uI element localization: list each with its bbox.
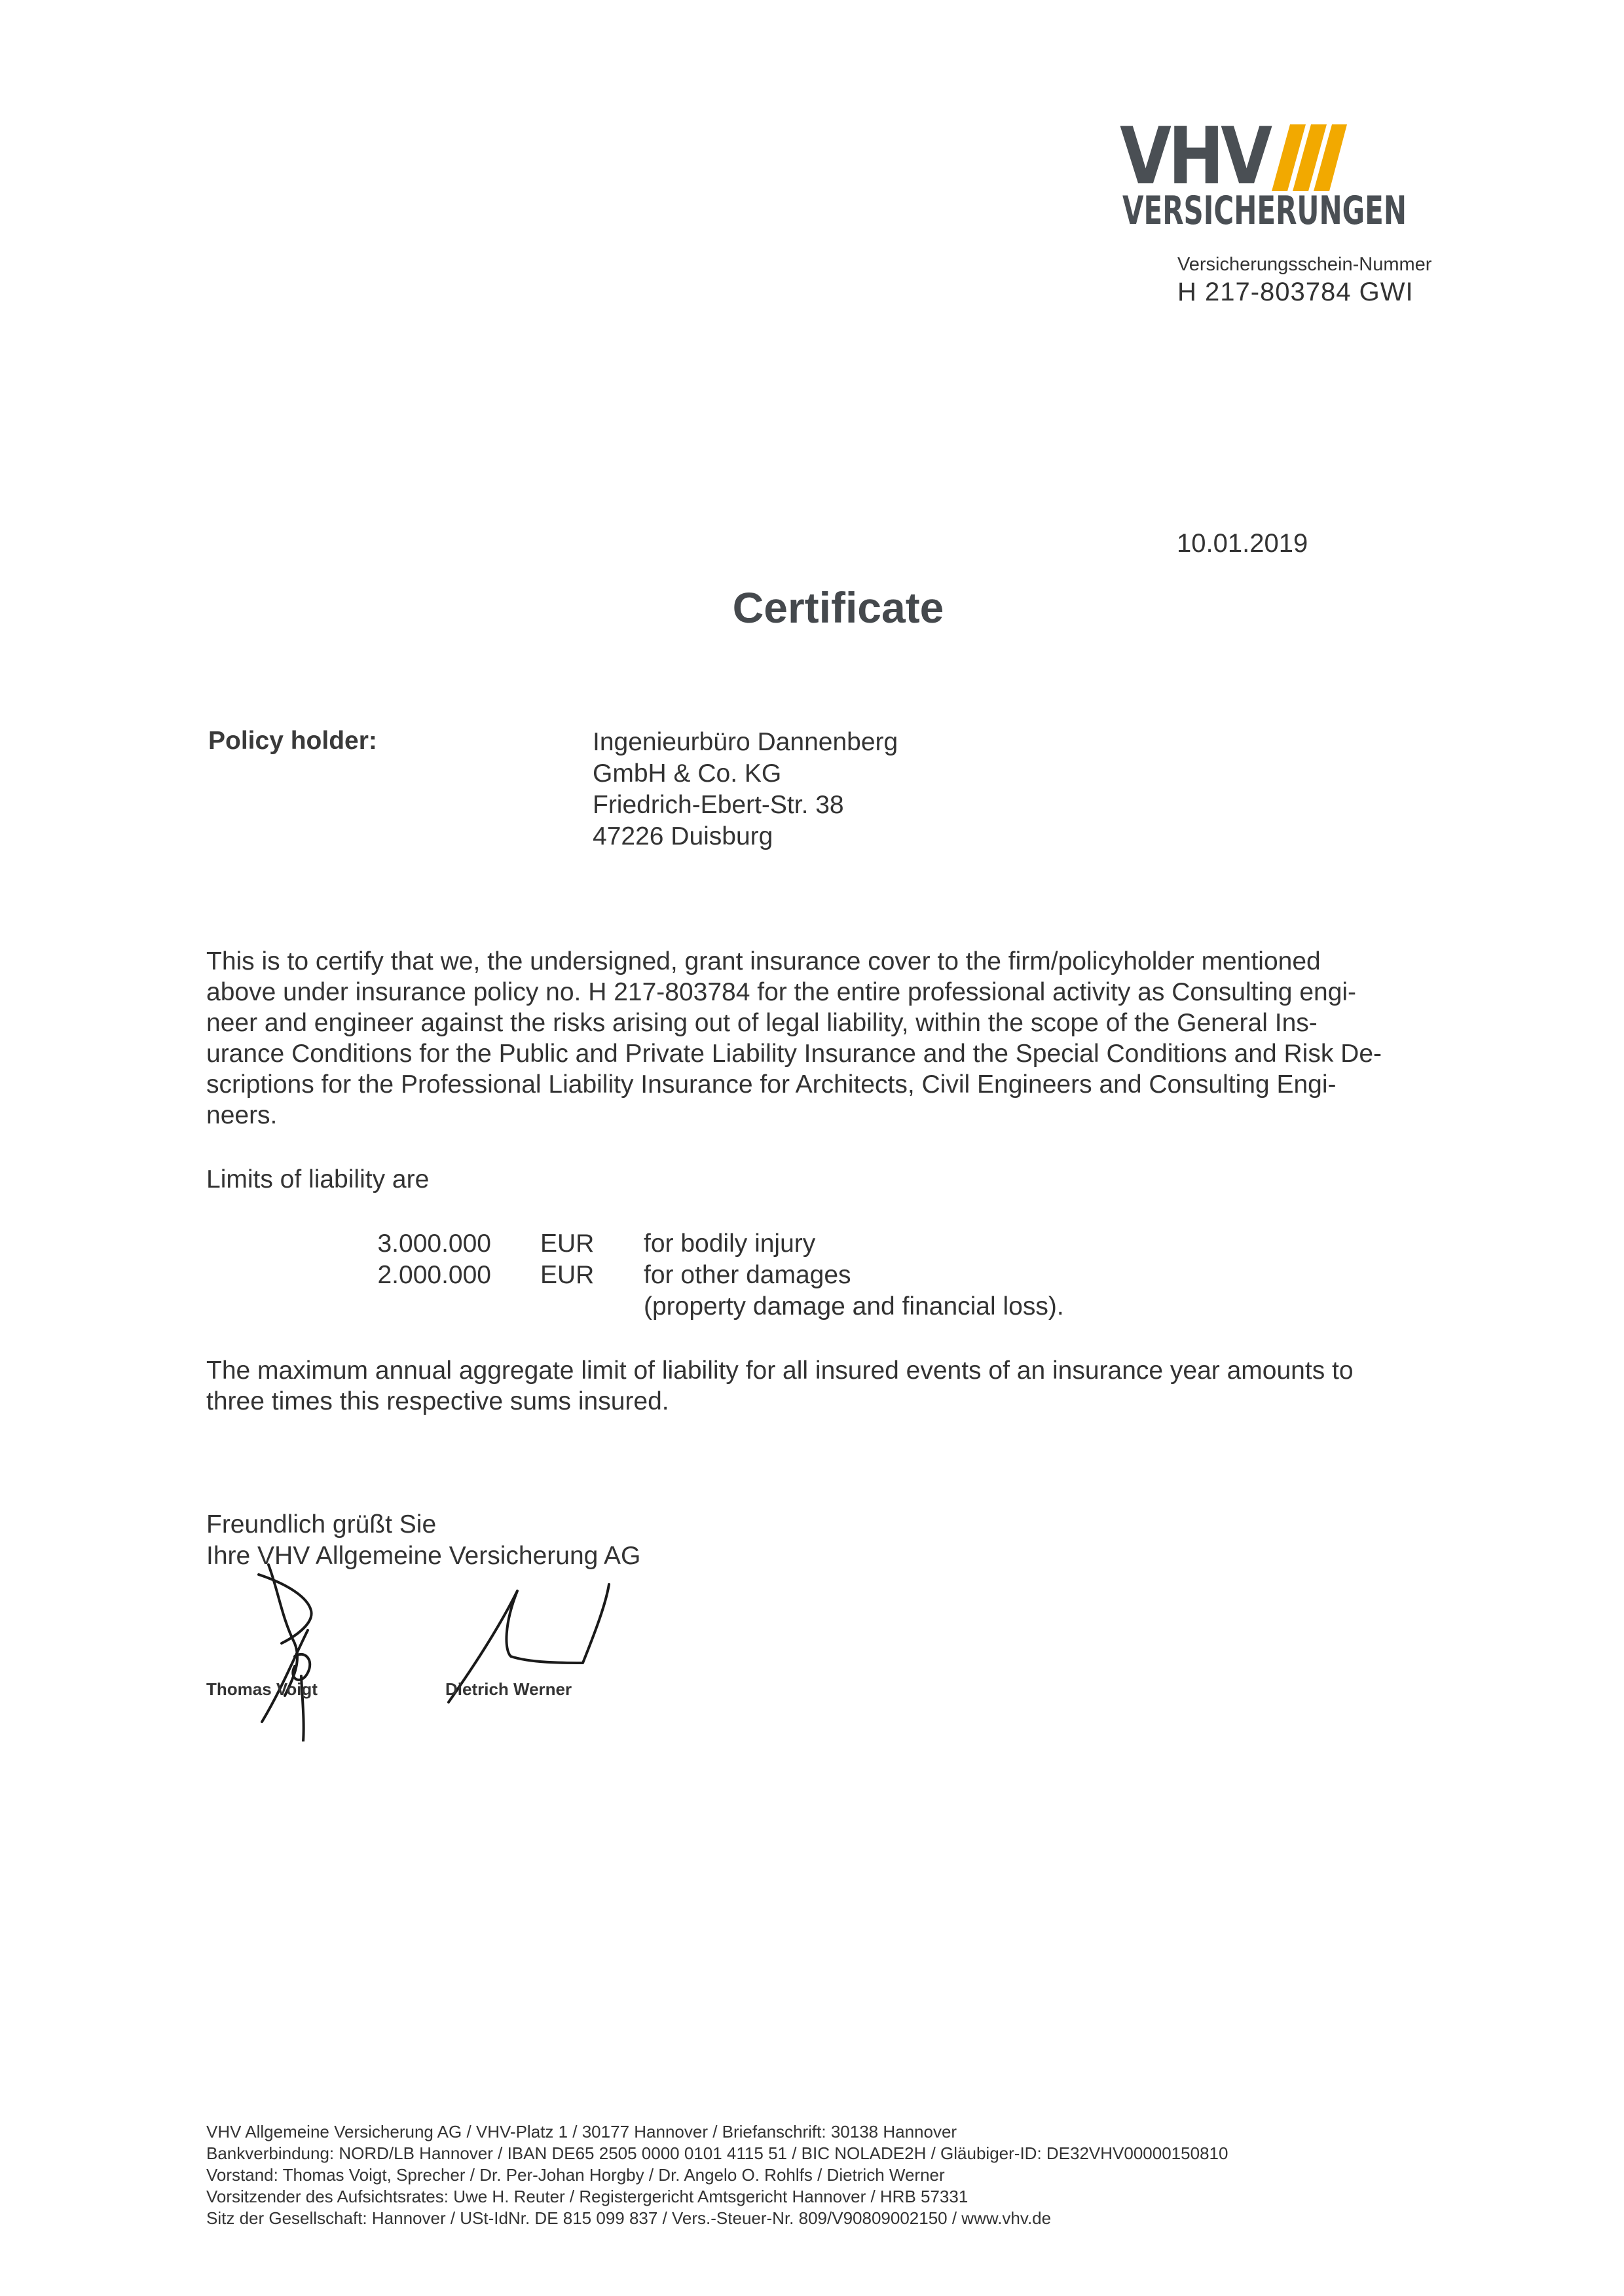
logo-brand-text: VHV bbox=[1120, 111, 1269, 202]
limit-description: (property damage and financial loss). bbox=[644, 1292, 1064, 1321]
paragraph-line: three times this respective sums insured. bbox=[206, 1387, 669, 1415]
limit-description: for other damages bbox=[644, 1261, 851, 1289]
certification-paragraph bbox=[206, 946, 1477, 1131]
closing-company: Ihre VHV Allgemeine Versicherung AG bbox=[206, 1542, 641, 1570]
page-footer bbox=[206, 2121, 1228, 2229]
policy-holder-line: GmbH & Co. KG bbox=[593, 759, 782, 788]
paragraph-line: The maximum annual aggregate limit of liability for all insured events of an insurance year amounts to bbox=[206, 1357, 1354, 1385]
limits-intro: Limits of liability are bbox=[206, 1165, 430, 1194]
footer-line: Vorstand: Thomas Voigt, Sprecher / Dr. Per-Johan Horgby / Dr. Angelo O. Rohlfs / Dietrich Werner bbox=[206, 2165, 945, 2185]
signatory-name: Thomas Voigt bbox=[206, 1679, 318, 1699]
limit-description: for bodily injury bbox=[644, 1230, 816, 1258]
paragraph-line: neer and engineer against the risks arising out of legal liability, within the scope of the General Ins- bbox=[206, 1009, 1318, 1037]
paragraph-line: neers. bbox=[206, 1101, 278, 1129]
aggregate-paragraph bbox=[206, 1355, 1477, 1417]
page-title: Certificate bbox=[732, 583, 944, 632]
policy-number-value: H 217-803784 GWI bbox=[1177, 278, 1414, 306]
footer-line: Sitz der Gesellschaft: Hannover / USt-IdNr. DE 815 099 837 / Vers.-Steuer-Nr. 809/V90809002150 / www.vhv.de bbox=[206, 2208, 1052, 2228]
handwritten-signatures bbox=[196, 1545, 655, 1741]
document-date: 10.01.2019 bbox=[1177, 529, 1308, 558]
limit-currency: EUR bbox=[540, 1230, 595, 1258]
paragraph-line: above under insurance policy no. H 217-803784 for the entire professional activity as Consulting engi- bbox=[206, 978, 1357, 1006]
policy-holder-address bbox=[593, 727, 898, 852]
closing-greeting: Freundlich grüßt Sie bbox=[206, 1510, 437, 1539]
limit-amount: 2.000.000 bbox=[377, 1261, 491, 1289]
policy-holder-label: Policy holder: bbox=[208, 727, 377, 755]
policy-holder-line: 47226 Duisburg bbox=[593, 822, 773, 850]
signatory-name: Dietrich Werner bbox=[445, 1679, 572, 1699]
limit-amount: 3.000.000 bbox=[377, 1230, 491, 1258]
footer-line: Vorsitzender des Aufsichtsrates: Uwe H. Reuter / Registergericht Amtsgericht Hannover / HRB 57331 bbox=[206, 2187, 969, 2206]
logo-subline-text: VERSICHERUNGEN bbox=[1122, 188, 1407, 234]
company-logo bbox=[1120, 111, 1434, 234]
footer-line: VHV Allgemeine Versicherung AG / VHV-Platz 1 / 30177 Hannover / Briefanschrift: 30138 Hannover bbox=[206, 2122, 957, 2141]
paragraph-line: urance Conditions for the Public and Private Liability Insurance and the Special Conditions and Risk De- bbox=[206, 1040, 1382, 1068]
policy-holder-line: Friedrich-Ebert-Str. 38 bbox=[593, 791, 844, 819]
footer-line: Bankverbindung: NORD/LB Hannover / IBAN DE65 2505 0000 0101 4115 51 / BIC NOLADE2H / Gläubiger-ID: DE32VHV00000150810 bbox=[206, 2143, 1228, 2163]
paragraph-line: This is to certify that we, the undersigned, grant insurance cover to the firm/policyholder mentioned bbox=[206, 947, 1321, 975]
paragraph-line: scriptions for the Professional Liability Insurance for Architects, Civil Engineers and Consulting Engi- bbox=[206, 1070, 1337, 1099]
policy-holder-line: Ingenieurbüro Dannenberg bbox=[593, 728, 898, 756]
logo-stripes-icon bbox=[1272, 124, 1347, 191]
policy-number-label: Versicherungsschein-Nummer bbox=[1177, 254, 1432, 275]
limit-currency: EUR bbox=[540, 1261, 595, 1289]
